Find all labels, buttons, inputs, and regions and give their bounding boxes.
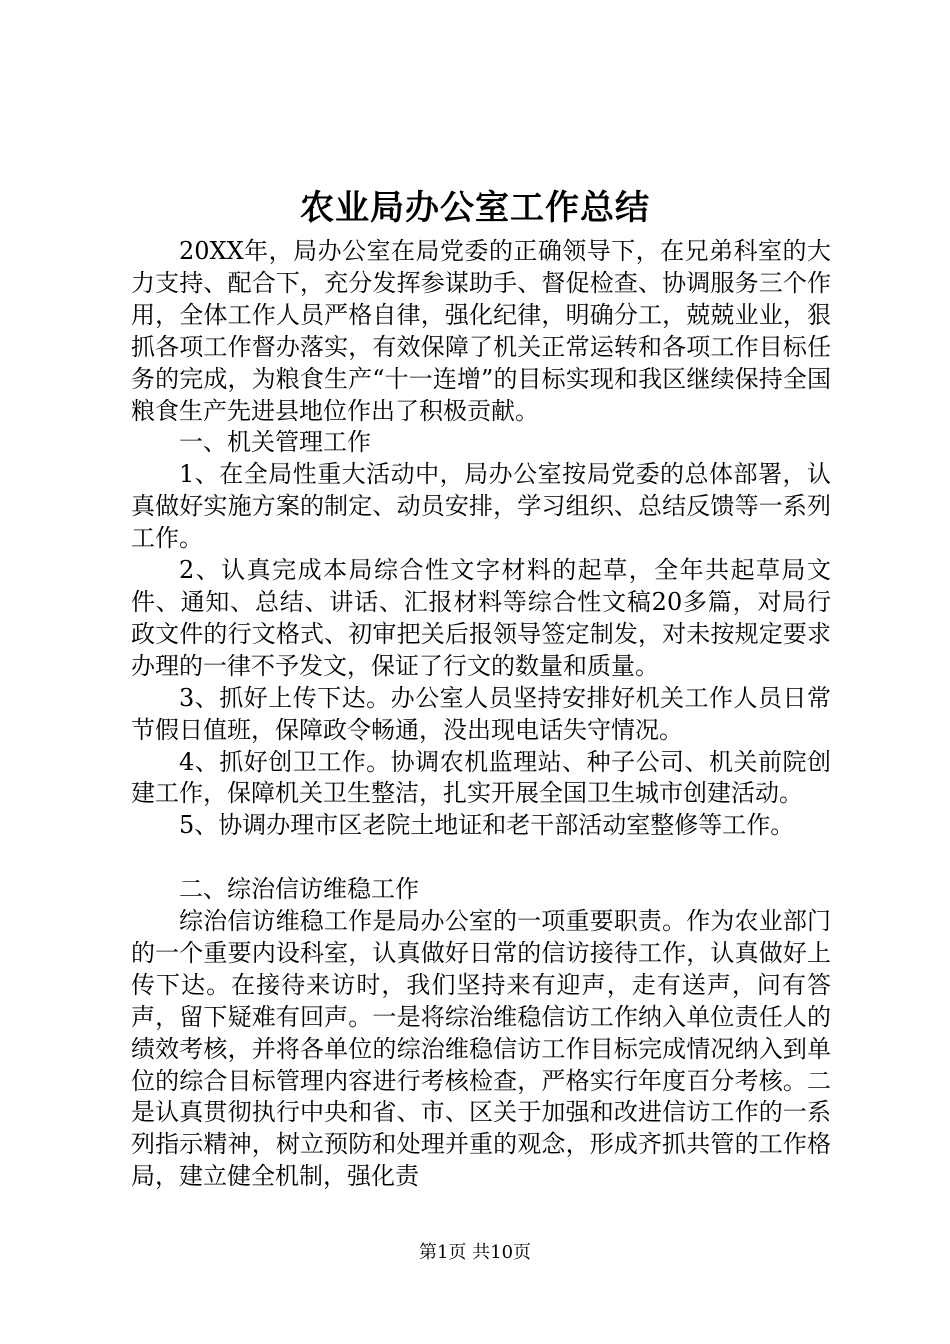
page-footer: 第1页 共10页 xyxy=(418,1242,532,1263)
list-item: 3、抓好上传下达。办公室人员坚持安排好机关工作人员日常节假日值班，保障政令畅通，没出现电话失守情况。 xyxy=(131,683,831,744)
list-item: 1、在全局性重大活动中，局办公室按局党委的总体部署，认真做好实施方案的制定、动员安排，学习组织、总结反馈等一系列工作。 xyxy=(131,460,831,553)
list-item: 4、抓好创卫工作。协调农机监理站、种子公司、机关前院创建工作，保障机关卫生整洁，扎实开展全国卫生城市创建活动。 xyxy=(131,747,831,808)
list-item: 2、认真完成本局综合性文字材料的起草，全年共起草局文件、通知、总结、讲话、汇报材料等综合性文稿20多篇，对局行政文件的行文格式、初审把关后报领导签定制发，对未按规定要求办理的一律不予发文，保证了行文的数量和质量。 xyxy=(131,556,831,680)
blank-line xyxy=(131,842,831,874)
section-heading-admin: 一、机关管理工作 xyxy=(179,428,371,457)
document-body xyxy=(131,236,831,1193)
intro-paragraph: 20XX年，局办公室在局党委的正确领导下，在兄弟科室的大力支持、配合下，充分发挥参谋助手、督促检查、协调服务三个作用，全体工作人员严格自律，强化纪律，明确分工，兢兢业业，狠抓各项工作督办落实，有效保障了机关正常运转和各项工作目标任务的完成，为粮食生产“十一连增”的目标实现和我区继续保持全国粮食生产先进县地位作出了积极贡献。 xyxy=(131,237,831,425)
document-title: 农业局办公室工作总结 xyxy=(300,188,650,228)
section-paragraph: 综治信访维稳工作是局办公室的一项重要职责。作为农业部门的一个重要内设科室，认真做好日常的信访接待工作，认真做好上传下达。在接待来访时，我们坚持来有迎声，走有送声，问有答声，留下疑难有回声。一是将综治维稳信访工作纳入单位责任人的绩效考核，并将各单位的综治维稳信访工作目标完成情况纳入到单位的综合目标管理内容进行考核检查，严格实行年度百分考核。二是认真贯彻执行中央和省、市、区关于加强和改进信访工作的一系列指示精神，树立预防和处理并重的观念，形成齐抓共管的工作格局，建立健全机制，强化责 xyxy=(131,907,831,1191)
list-item: 5、协调办理市区老院土地证和老干部活动室整修等工作。 xyxy=(179,811,795,840)
section-heading-petition: 二、综治信访维稳工作 xyxy=(179,875,419,904)
